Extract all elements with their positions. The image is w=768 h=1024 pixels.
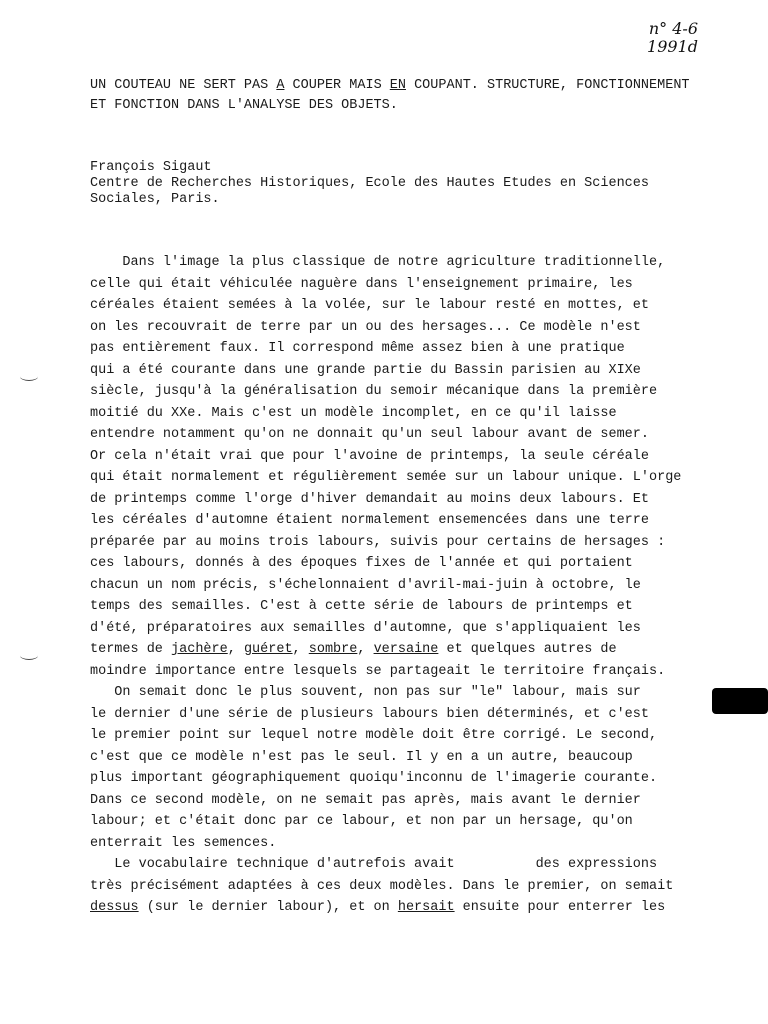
body-line: labour; et c'était donc par ce labour, et non par un hersage, qu'on	[90, 814, 633, 829]
body-line: de printemps comme l'orge d'hiver demandait au moins deux labours. Et	[90, 491, 649, 507]
body-line: pas entièrement faux. Il correspond même assez bien à une pratique	[90, 341, 625, 356]
body-line: les céréales d'automne étaient normalement ensemencées dans une terre	[90, 513, 649, 528]
body-line: chacun un nom précis, s'échelonnaient d'avril-mai-juin à octobre, le	[90, 577, 641, 593]
body-line: enterrait les semences.	[90, 835, 277, 851]
body-line: on les recouvrait de terre par un ou des hersages... Ce modèle n'est	[90, 319, 641, 335]
body-line: siècle, jusqu'à la généralisation du semoir mécanique dans la première	[90, 384, 658, 399]
body-line: céréales étaient semées à la volée, sur le labour resté en mottes, et	[90, 298, 649, 313]
body-line: entendre notamment qu'on ne donnait qu'un seul labour avant de semer.	[90, 427, 649, 442]
body-line: très précisément adaptées à ces deux modèles. Dans le premier, on semait	[90, 878, 674, 894]
body-line: On semait donc le plus souvent, non pas sur "le" labour, mais sur	[90, 685, 641, 700]
body-line: moindre importance entre lesquels se partageait le territoire français.	[90, 663, 666, 679]
body-line: qui était normalement et régulièrement semée sur un labour unique. L'orge	[90, 470, 682, 485]
title-line-1: UN COUTEAU NE SERT PAS A COUPER MAIS EN COUPANT. STRUCTURE, FONCTIONNEMENT	[90, 78, 690, 93]
body-line: qui a été courante dans une grande partie du Bassin parisien au XIXe	[90, 362, 641, 378]
term-sombre: sombre	[308, 642, 358, 657]
author-block	[90, 160, 690, 208]
term-gueret: guéret	[243, 642, 293, 657]
margin-mark	[20, 651, 38, 660]
body-text	[90, 252, 680, 919]
author-name: François Sigaut	[90, 160, 212, 175]
body-line-terms: termes de jachère, guéret, sombre, versaine et quelques autres de	[90, 642, 617, 657]
term-jachere: jachère	[171, 642, 228, 657]
handwritten-reference	[647, 20, 698, 56]
title-line-2: ET FONCTION DANS L'ANALYSE DES OBJETS.	[90, 98, 398, 113]
body-line: celle qui était véhiculée naguère dans l'enseignement primaire, les	[90, 276, 633, 292]
body-line: Le vocabulaire technique d'autrefois avait des expressions	[90, 857, 658, 872]
body-line: moitié du XXe. Mais c'est un modèle incomplet, en ce qu'il laisse	[90, 405, 617, 421]
document-title	[90, 76, 690, 116]
body-line: le dernier d'une série de plusieurs labours bien déterminés, et c'est	[90, 706, 649, 722]
body-line: d'été, préparatoires aux semailles d'automne, que s'appliquaient les	[90, 620, 641, 636]
margin-mark	[20, 372, 38, 381]
handwritten-year: 1991d	[647, 37, 698, 56]
term-versaine: versaine	[373, 642, 439, 657]
author-affiliation-1: Centre de Recherches Historiques, Ecole des Hautes Etudes en Sciences	[90, 176, 649, 191]
term-hersait: hersait	[397, 900, 455, 915]
body-line: ces labours, donnés à des époques fixes de l'année et qui portaient	[90, 556, 633, 571]
handwritten-number: n° 4-6	[648, 19, 698, 38]
body-line: Dans l'image la plus classique de notre agriculture traditionnelle,	[90, 255, 666, 270]
body-line: c'est que ce modèle n'est pas le seul. Il y en a un autre, beaucoup	[90, 749, 633, 765]
body-line: plus important géographiquement quoiqu'inconnu de l'imagerie courante.	[90, 771, 658, 786]
body-line: Or cela n'était vrai que pour l'avoine de printemps, la seule céréale	[90, 448, 649, 464]
body-line: temps des semailles. C'est à cette série de labours de printemps et	[90, 599, 633, 614]
body-line-last: dessus (sur le dernier labour), et on hersait ensuite pour enterrer les	[90, 900, 666, 915]
redaction-mark	[712, 688, 768, 714]
author-affiliation-2: Sociales, Paris.	[90, 192, 220, 207]
body-line: préparée par au moins trois labours, suivis pour certains de hersages :	[90, 534, 666, 550]
body-line: Dans ce second modèle, on ne semait pas après, mais avant le dernier	[90, 792, 641, 808]
body-line: le premier point sur lequel notre modèle doit être corrigé. Le second,	[90, 728, 658, 743]
term-dessus: dessus	[90, 900, 139, 915]
